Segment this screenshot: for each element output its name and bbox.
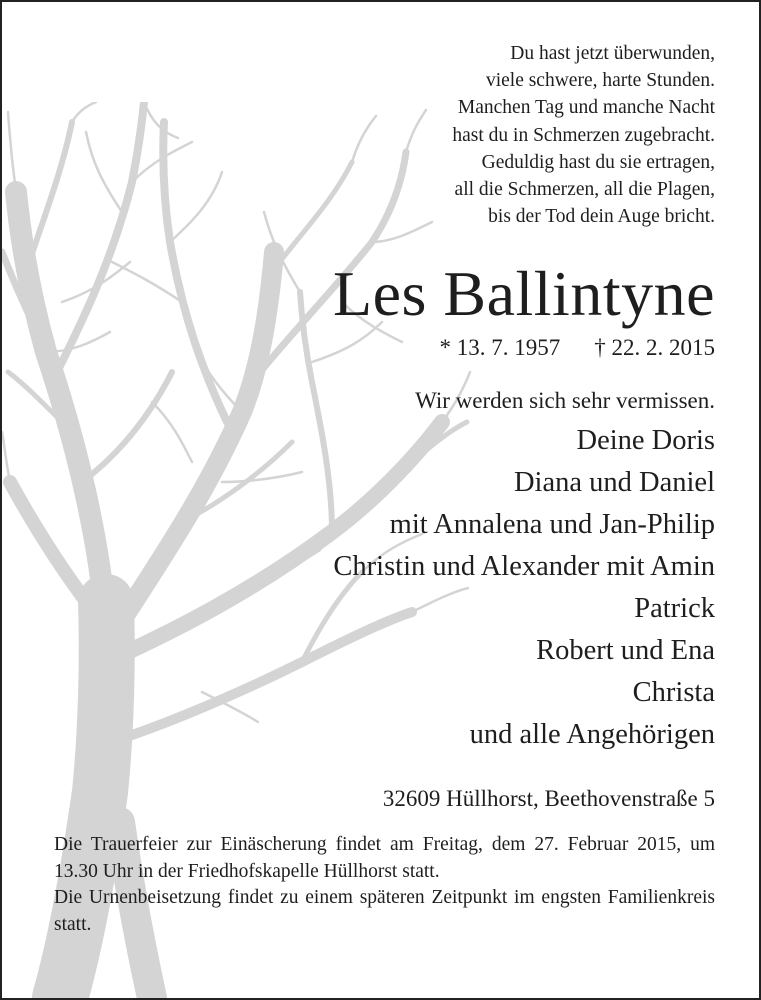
poem-line: Du hast jetzt überwunden,: [510, 43, 715, 64]
burial-notice: Die Urnenbeisetzung findet zu einem späteren Zeitpunkt im engsten Familienkreis statt.: [54, 887, 715, 935]
address: 32609 Hüllhorst, Beethovenstraße 5: [382, 786, 715, 811]
mourner-line: Christa: [632, 677, 715, 708]
mourning-message: Wir werden sich sehr vermissen.: [415, 388, 715, 413]
mourner-line: und alle Angehörigen: [469, 719, 715, 750]
ceremony-notice: Die Trauerfeier zur Einäscherung findet am Freitag, dem 27. Februar 2015, um 13.30 Uhr in der Friedhofskapelle Hüllhorst statt.: [54, 834, 715, 882]
mourner-line: Patrick: [634, 593, 715, 624]
mourner-line: Robert und Ena: [536, 635, 715, 666]
poem-line: bis der Tod dein Auge bricht.: [488, 206, 715, 228]
life-dates: [440, 330, 716, 366]
poem-line: Manchen Tag und manche Nacht: [457, 97, 715, 119]
poem-line: viele schwere, harte Stunden.: [485, 70, 715, 92]
poem-line: all die Schmerzen, all die Plagen,: [454, 179, 715, 201]
mourner-line: Deine Doris: [576, 425, 715, 456]
funeral-notice: [54, 832, 715, 938]
birth-date: * 13. 7. 1957: [439, 335, 561, 360]
poem-line: hast du in Schmerzen zugebracht.: [452, 124, 715, 146]
mourners-list: [333, 420, 715, 756]
deceased-name: Les Ballintyne: [332, 258, 715, 329]
poem-line: Geduldig hast du sie ertragen,: [481, 151, 715, 173]
mourner-line: mit Annalena und Jan-Philip: [389, 509, 715, 540]
death-date: † 22. 2. 2015: [594, 335, 715, 360]
mourner-line: Christin und Alexander mit Amin: [333, 551, 715, 582]
poem: [452, 40, 715, 230]
mourner-line: Diana und Daniel: [513, 467, 715, 498]
